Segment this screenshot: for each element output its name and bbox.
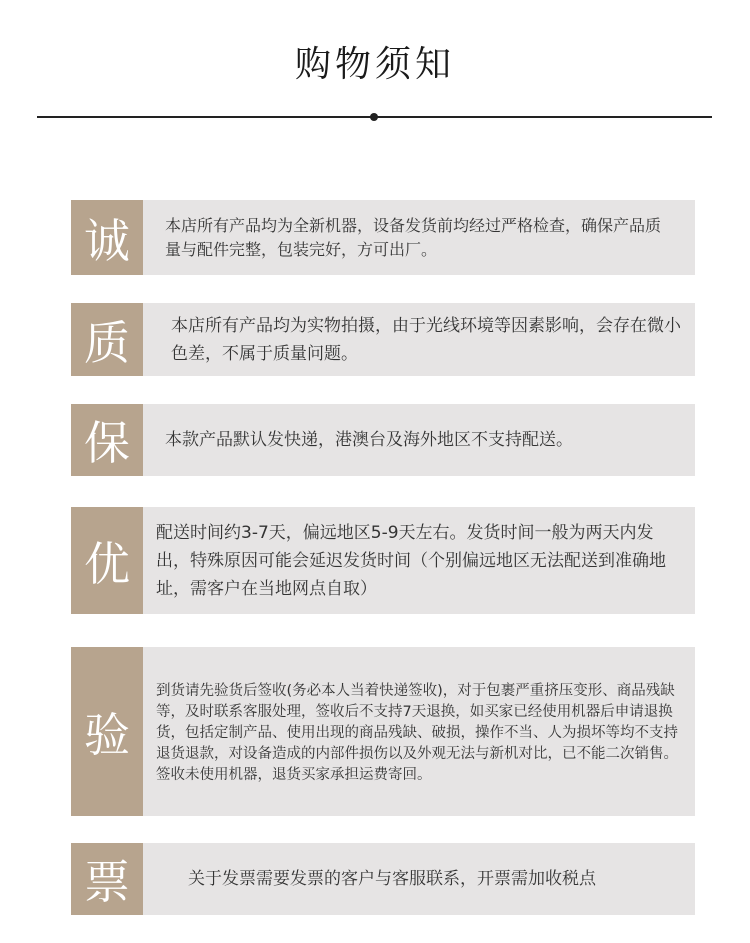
notice-text-content: 本款产品默认发快递，港澳台及海外地区不支持配送。 xyxy=(165,430,573,450)
notice-text-content: 配送时间约3-7天，偏远地区5-9天左右。发货时间一般为两天内发出，特殊原因可能会延迟发货时间（个别偏远地区无法配送到准确地址，需客户在当地网点自取） xyxy=(156,522,666,599)
notice-text-content: 本店所有产品均为实物拍摄，由于光线环境等因素影响，会存在微小色差，不属于质量问题。 xyxy=(171,315,681,364)
notice-char: 验 xyxy=(84,707,130,762)
notice-item-quality xyxy=(71,303,695,376)
notice-char: 票 xyxy=(84,855,130,909)
notice-char: 保 xyxy=(84,416,130,470)
notice-text-content: 到货请先验货后签收(务必本人当着快递签收)，对于包裹严重挤压变形、商品残缺等，及时联系客服处理，签收后不支持7天退换，如买家已经使用机器后申请退换货，包括定制产品、使用出现的商品残缺、破损，操作不当、人为损坏等均不支持退货退款，对设备造成的内部件损伤以及外观无法与新机对比，已不能二次销售。签收未使用机器，退货买家承担运费寄回。 xyxy=(156,683,678,783)
notice-text xyxy=(143,507,695,614)
notice-char-box xyxy=(71,507,143,614)
notice-char-box xyxy=(71,404,143,476)
notice-char: 优 xyxy=(84,536,130,591)
notice-text-content: 本店所有产品均为全新机器，设备发货前均经过严格检查，确保产品质量与配件完整，包装完好，方可出厂。 xyxy=(165,215,662,259)
notice-text xyxy=(143,404,695,476)
divider-dot xyxy=(370,113,378,121)
notice-char: 质 xyxy=(84,315,130,370)
notice-item-inspection xyxy=(71,647,695,816)
notice-item-invoice xyxy=(71,843,695,915)
notice-char-box xyxy=(71,303,143,376)
page-title: 购物须知 xyxy=(294,44,455,85)
notice-char: 诚 xyxy=(84,213,130,268)
notice-text xyxy=(143,843,695,915)
notice-text-content: 关于发票需要发票的客户与客服联系，开票需加收税点 xyxy=(188,869,596,889)
notice-item-guarantee xyxy=(71,404,695,476)
notice-char-box xyxy=(71,200,143,275)
notice-char-box xyxy=(71,843,143,915)
notice-item-delivery xyxy=(71,507,695,614)
notice-text xyxy=(143,200,695,275)
notice-item-sincerity xyxy=(71,200,695,275)
notice-char-box xyxy=(71,647,143,816)
notice-text xyxy=(143,647,695,816)
notice-text xyxy=(143,303,695,376)
